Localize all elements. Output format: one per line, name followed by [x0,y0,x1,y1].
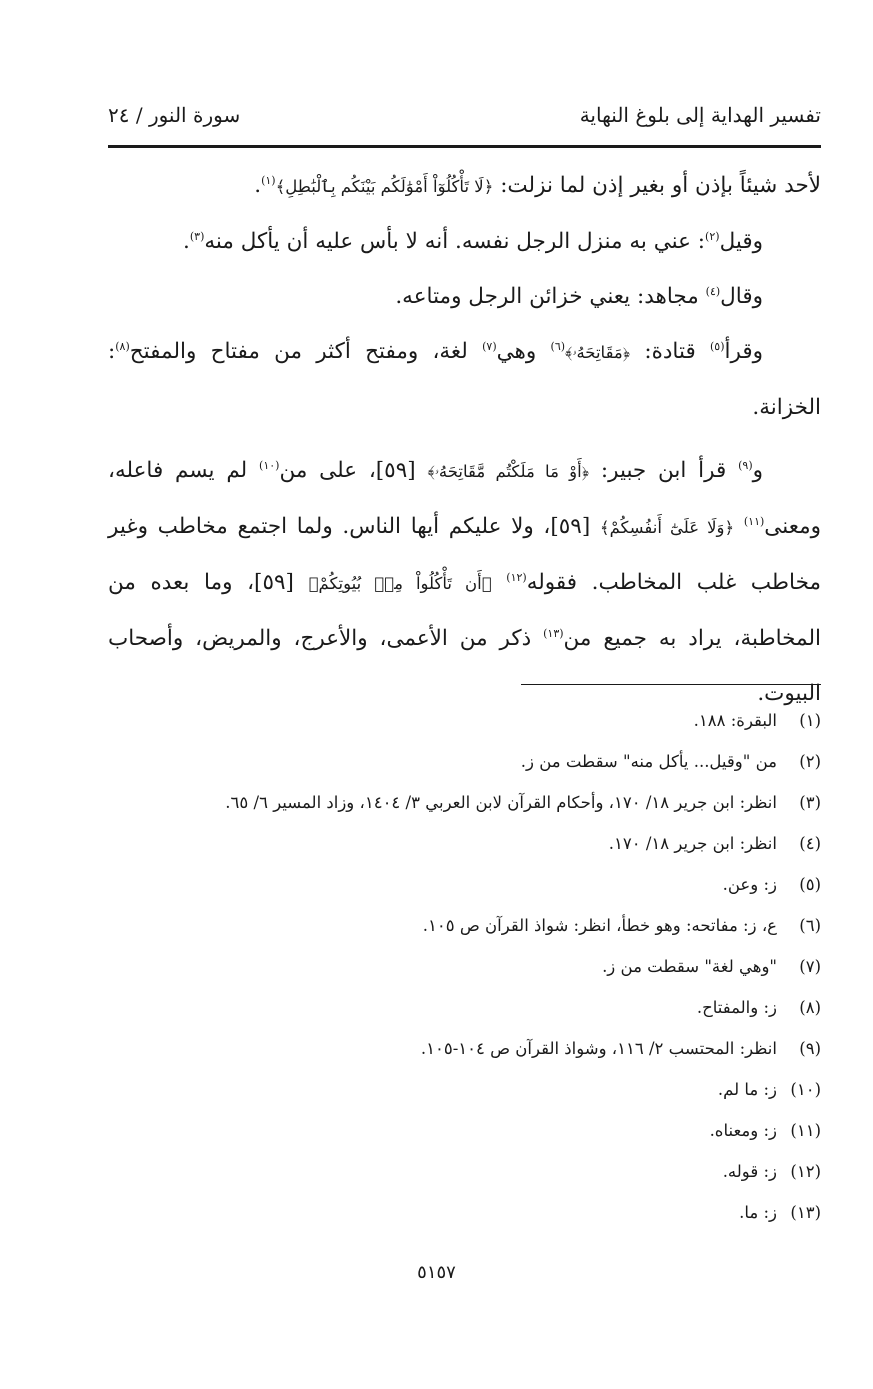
footnote-text: "وهي لغة" سقطت من ز. [602,957,777,976]
paragraph-3 [108,269,821,324]
footnote-number: (٣) [799,793,821,812]
footnote-item [100,1192,821,1233]
footnote-item [100,823,821,864]
footnote-number: (١٢) [790,1162,821,1181]
paragraph-1 [108,158,821,214]
footnote-text: ز: وعن. [722,875,777,894]
footnote-item [100,1151,821,1192]
text-run: . [254,173,262,198]
text-run: قتادة: [630,339,710,364]
footnote-item [100,700,821,741]
header-rule [108,145,821,151]
text-run: : عني به منزل الرجل نفسه. أنه لا بأس عليه أن يأكل منه [204,229,706,254]
footnote-text: انظر: ابن جرير ١٨/ ١٧٠. [608,834,777,853]
footnote-number: (٥) [799,875,821,894]
text-run: وقرأ [724,339,763,364]
footnote-text: ز: قوله. [722,1162,777,1181]
footnote-ref: (٨) [115,339,130,353]
footnote-item [100,987,821,1028]
text-run: لأحد شيئاً بإذن أو بغير إذن لما نزلت: [493,173,821,198]
text-run: وهي [496,339,551,364]
footnote-item [100,782,821,823]
quran-verse: ﴿لَا تَأْكُلُوٓاْ أَمْوَٰلَكُم بَيْنَكُم بِٱلْبَٰطِلِ﴾ [275,177,494,196]
footnote-text: من "وقيل... يأكل منه" سقطت من ز. [520,752,777,771]
quran-verse: ﴿مَقَاتِحَهُۥ﴾ [565,343,631,362]
footnote-ref: (٩) [738,458,753,472]
footnote-item [100,1110,821,1151]
text-run: و [752,458,764,483]
footnote-ref: (١٣) [543,626,564,640]
footnote-ref: (٢) [705,229,720,243]
footnote-text: انظر: المحتسب ٢/ ١١٦، وشواذ القرآن ص ١٠٤-١٠٥. [420,1039,777,1058]
text-run: لغة، ومفتح أكثر من مفتاح والمفتح [129,339,483,364]
text-run: [٥٩]، وما بعده من المخاطبة، يراد به جميع من [108,570,821,651]
footnote-text: ع، ز: مفاتحه: وهو خطأ، انظر: شواذ القرآن ص ١٠٥. [422,916,777,935]
text-run: وقال [720,284,763,309]
paragraph-2 [108,214,821,269]
footnote-item [100,905,821,946]
footnote-separator [521,684,821,685]
footnote-ref: (٧) [482,339,497,353]
footnote-text: ز: ما لم. [717,1080,777,1099]
footnote-ref: (١٠) [259,458,280,472]
footnote-ref: (١٢) [506,570,527,584]
footnotes [100,700,821,1233]
surah-page-label: سورة النور / ٢٤ [108,103,241,127]
footnote-number: (١١) [790,1121,821,1140]
paragraph-5 [108,443,821,721]
footnote-item [100,741,821,782]
footnote-ref: (١١) [743,514,765,528]
text-run: [٥٩]، ولا عليكم أيها الناس. ولما اجتمع مخاطب وغير مخاطب غلب المخاطب. فقوله [108,514,821,595]
quran-verse: ﴿أَوْ مَا مَلَكْتُم مَّقَاتِحَهُۥ﴾ [427,462,590,481]
quran-verse: ﴿وَلَا عَلَىٰٓ أَنفُسِكُمْ﴾ [599,518,735,537]
footnote-ref: (١) [261,173,276,187]
footnote-ref: (٦) [550,339,566,353]
footnote-number: (٢) [799,752,821,771]
paragraph-4 [108,324,821,435]
footnote-number: (١٠) [790,1080,821,1099]
footnote-item [100,864,821,905]
quran-verse: ﴿أَن تَأْكُلُواْ مِنۢ بُيُوتِكُمْ﴾ [308,574,492,593]
text-run: لم يسم فاعله، ومعنى [108,458,821,539]
footnote-number: (٦) [799,916,821,935]
main-text [108,158,821,721]
text-run: وقيل [719,229,763,254]
text-run [734,514,744,539]
footnote-text: ز: والمفتاح. [696,998,777,1017]
page-number: ٥١٥٧ [417,1262,456,1283]
text-run [492,570,507,595]
text-run: مجاهد: يعني خزائن الرجل ومتاعه. [395,284,706,309]
footnote-item [100,1069,821,1110]
footnote-item [100,946,821,987]
footnote-item [100,1028,821,1069]
text-run: [٥٩]، على من [279,458,428,483]
footnote-ref: (٤) [705,284,721,298]
footnote-number: (٩) [799,1039,821,1058]
footnote-ref: (٥) [709,339,725,353]
book-title: تفسير الهداية إلى بلوغ النهاية [579,103,821,127]
running-header [108,95,821,135]
footnote-ref: (٣) [189,229,205,243]
footnote-number: (٨) [799,998,821,1017]
footnote-number: (٤) [799,834,821,853]
footnote-text: ز: ومعناه. [709,1121,777,1140]
footnote-text: ز: ما. [739,1203,777,1222]
footnote-text: انظر: ابن جرير ١٨/ ١٧٠، وأحكام القرآن لابن العربي ٣/ ١٤٠٤، وزاد المسير ٦/ ٦٥. [225,793,777,812]
text-run: . [183,229,190,254]
footnote-text: البقرة: ١٨٨. [693,711,777,730]
text-run: ذكر من الأعمى، والأعرج، والمريض، وأصحاب البيوت. [108,626,821,706]
footnote-number: (١) [799,711,821,730]
text-run: : الخزانة. [108,339,821,420]
text-run: قرأ ابن جبير: [589,458,739,483]
footnote-number: (١٣) [790,1203,821,1222]
footnote-number: (٧) [799,957,821,976]
